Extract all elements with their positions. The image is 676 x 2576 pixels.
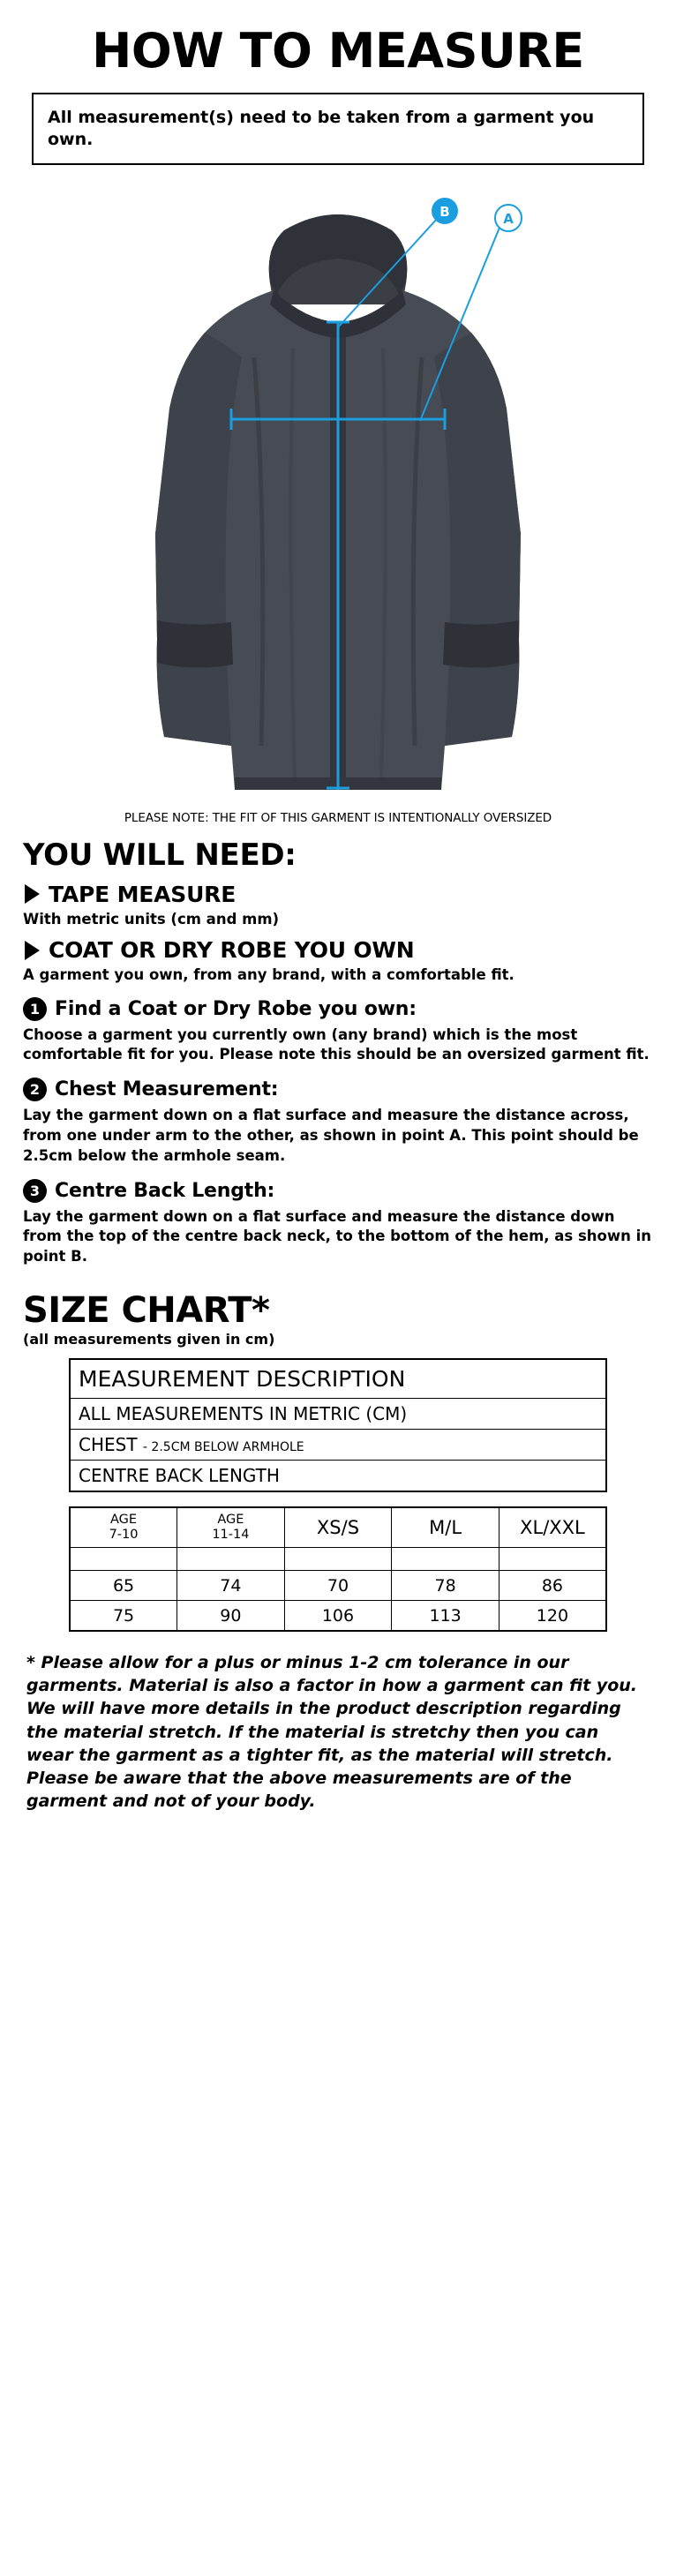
- size-header-age-7-10: [70, 1507, 177, 1548]
- blank-cell: [70, 1548, 177, 1571]
- chest-label: CHEST: [79, 1433, 138, 1455]
- size-header-m-l: M/L: [392, 1507, 499, 1548]
- size-header-xs-s: XS/S: [284, 1507, 392, 1548]
- size-chart-heading: SIZE CHART*: [23, 1289, 270, 1331]
- step-title: Chest Measurement:: [55, 1078, 279, 1101]
- centre-back-value: 113: [392, 1601, 499, 1631]
- header-line-1: AGE: [110, 1513, 138, 1528]
- chest-value: 74: [177, 1571, 285, 1601]
- need-item-sub: A garment you own, from any brand, with a comfortable fit.: [23, 966, 515, 984]
- garment-svg: [23, 181, 653, 799]
- centre-back-value: 75: [70, 1601, 177, 1631]
- description-row-metric: ALL MEASUREMENTS IN METRIC (CM): [70, 1398, 606, 1429]
- description-row-chest: [70, 1429, 606, 1460]
- table-row: [70, 1398, 606, 1429]
- size-chart-subheading: (all measurements given in cm): [23, 1330, 275, 1348]
- step-body: Lay the garment down on a flat surface and measure the distance across, from one under arm to the other, as shown in point A. This point should be 2.5cm below the armhole seam.: [23, 1107, 639, 1164]
- label-b-text: B: [439, 203, 450, 220]
- footer-note: * Please allow for a plus or minus 1-2 cm tolerance in our garments. Material is also a factor in how a garment can fit you. We will have more details in the product description regarding the material stretch. If the material is stretchy then you can wear the garment as a tighter fit, as the material will stretch. Please be aware that the above measurements are of the garment and not of your body.: [26, 1652, 638, 1812]
- size-header-age-11-14: [177, 1507, 285, 1548]
- step-1: [23, 997, 653, 1066]
- need-item-sub: With metric units (cm and mm): [23, 910, 280, 928]
- centre-back-value: 90: [177, 1601, 285, 1631]
- centre-back-value: 120: [499, 1601, 606, 1631]
- step-number-badge: 1: [23, 997, 47, 1021]
- need-item-title: TAPE MEASURE: [49, 881, 237, 907]
- blank-cell: [499, 1548, 606, 1571]
- header-line-2: 7-10: [109, 1528, 139, 1543]
- blank-cell: [392, 1548, 499, 1571]
- chest-value: 78: [392, 1571, 499, 1601]
- step-body: Choose a garment you currently own (any brand) which is the most comfortable fit for you. Please note this should be an oversized garment fit.: [23, 1025, 650, 1063]
- chest-value: 65: [70, 1571, 177, 1601]
- label-a-text: A: [503, 210, 514, 227]
- notice-text: All measurement(s) need to be taken from a garment you own.: [48, 107, 595, 149]
- garment-illustration: [23, 181, 653, 807]
- step-title: Centre Back Length:: [55, 1179, 275, 1202]
- step-3: [23, 1179, 653, 1267]
- header-line-1: AGE: [217, 1513, 244, 1528]
- step-title: Find a Coat or Dry Robe you own:: [55, 997, 417, 1020]
- description-row-centre-back: CENTRE BACK LENGTH: [70, 1460, 606, 1491]
- please-note-text: PLEASE NOTE: THE FIT OF THIS GARMENT IS INTENTIONALLY OVERSIZED: [124, 810, 552, 825]
- table-row: [70, 1429, 606, 1460]
- blank-cell: [177, 1548, 285, 1571]
- table-row-blank: [70, 1548, 606, 1571]
- need-item-coat: [23, 937, 653, 984]
- chest-note: - 2.5CM BELOW ARMHOLE: [142, 1439, 304, 1454]
- blank-cell: [284, 1548, 392, 1571]
- centre-back-value: 106: [284, 1601, 392, 1631]
- table-row: [70, 1460, 606, 1491]
- triangle-bullet-icon: [25, 941, 40, 960]
- description-table-header: MEASUREMENT DESCRIPTION: [70, 1359, 606, 1399]
- step-body: Lay the garment down on a flat surface and measure the distance down from the top of the centre back neck, to the bottom of the hem, as shown in point B.: [23, 1207, 652, 1265]
- table-row: [70, 1359, 606, 1399]
- you-will-need-heading: YOU WILL NEED:: [23, 837, 297, 873]
- table-row-chest: [70, 1571, 606, 1601]
- table-header-row: [70, 1507, 606, 1548]
- size-header-xl-xxl: XL/XXL: [499, 1507, 606, 1548]
- notice-box: [32, 93, 644, 165]
- size-measurement-table: [69, 1506, 607, 1632]
- measurement-description-table: [69, 1358, 607, 1492]
- need-item-tape-measure: [23, 882, 653, 928]
- step-number-badge: 3: [23, 1179, 47, 1203]
- step-number-badge: 2: [23, 1078, 47, 1101]
- header-line-2: 11-14: [212, 1528, 250, 1543]
- chest-value: 70: [284, 1571, 392, 1601]
- need-item-title: COAT OR DRY ROBE YOU OWN: [49, 937, 415, 964]
- step-2: [23, 1078, 653, 1166]
- chest-value: 86: [499, 1571, 606, 1601]
- triangle-bullet-icon: [25, 884, 40, 904]
- table-row-centre-back: [70, 1601, 606, 1631]
- page-title: HOW TO MEASURE: [92, 23, 584, 79]
